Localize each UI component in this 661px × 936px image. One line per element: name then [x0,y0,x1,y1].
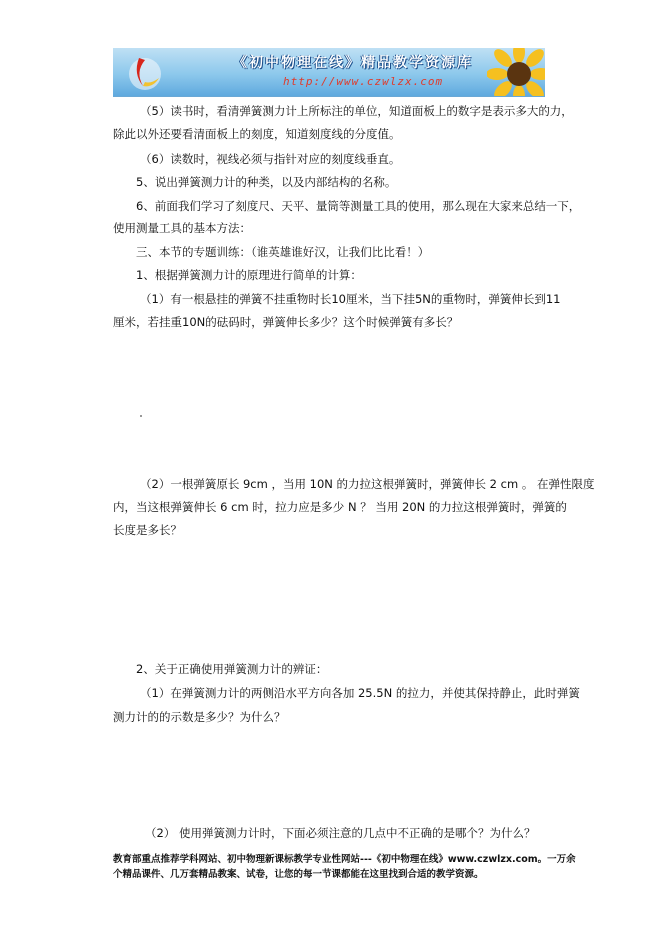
banner-url: http://www.czwlzx.com [283,75,444,88]
stray-mark [140,415,142,417]
text-line: 除此以外还要看清面板上的刻度，知道刻度线的分度值。 [113,127,401,141]
text-line: （5）读书时，看清弹簧测力计上所标注的单位，知道面板上的数字是表示多大的力， [140,104,573,118]
text-line: 使用测量工具的基本方法： [113,221,251,235]
section-heading: 三、本节的专题训练：（谁英雄谁好汉，让我们比比看！） [136,245,430,259]
question-text: （1）有一根悬挂的弹簧不挂重物时长10厘米，当下挂5N的重物时，弹簧伸长到11 [140,292,561,306]
question-text: 测力计的的示数是多少？为什么？ [113,710,286,724]
text-line: 2、关于正确使用弹簧测力计的辨证： [136,662,328,676]
text-line: （6）读数时，视线必须与指针对应的刻度线垂直。 [140,152,401,166]
question-text: （2） 使用弹簧测力计时，下面必须注意的几点中不正确的是哪个？为什么？ [145,826,536,840]
header-banner [113,48,545,97]
footer-line: 个精品课件、几万套精品教案、试卷，让您的每一节课都能在这里找到合适的教学资源。 [113,869,484,880]
footer-line: 教育部重点推荐学科网站、初中物理新课标教学专业性网站---《初中物理在线》www.czwlzx.com。一万余 [113,854,576,865]
question-text: 内，当这根弹簧伸长 6 cm 时，拉力应是多少 N ？ 当用 20N 的力拉这根弹簧时，弹簧的 [113,500,567,514]
site-logo-icon [125,52,165,92]
text-line: 1、根据弹簧测力计的原理进行简单的计算： [136,268,362,282]
text-line: 6、前面我们学习了刻度尺、天平、量筒等测量工具的使用，那么现在大家来总结一下， [136,199,581,213]
question-text: （2）一根弹簧原长 9cm ，当用 10N 的力拉这根弹簧时，弹簧伸长 2 cm 。 在弹性限度 [140,477,595,491]
question-text: 长度是多长？ [113,523,182,537]
question-text: 厘米，若挂重10N的砝码时，弹簧伸长多少？这个时候弹簧有多长？ [113,315,459,329]
banner-title: 《初中物理在线》精品教学资源库 [233,55,473,71]
question-text: （1）在弹簧测力计的两侧沿水平方向各加 25.5N 的拉力，并使其保持静止，此时弹簧 [140,686,580,700]
text-line: 5、说出弹簧测力计的种类，以及内部结构的名称。 [136,175,397,189]
sunflower-icon [487,48,545,97]
